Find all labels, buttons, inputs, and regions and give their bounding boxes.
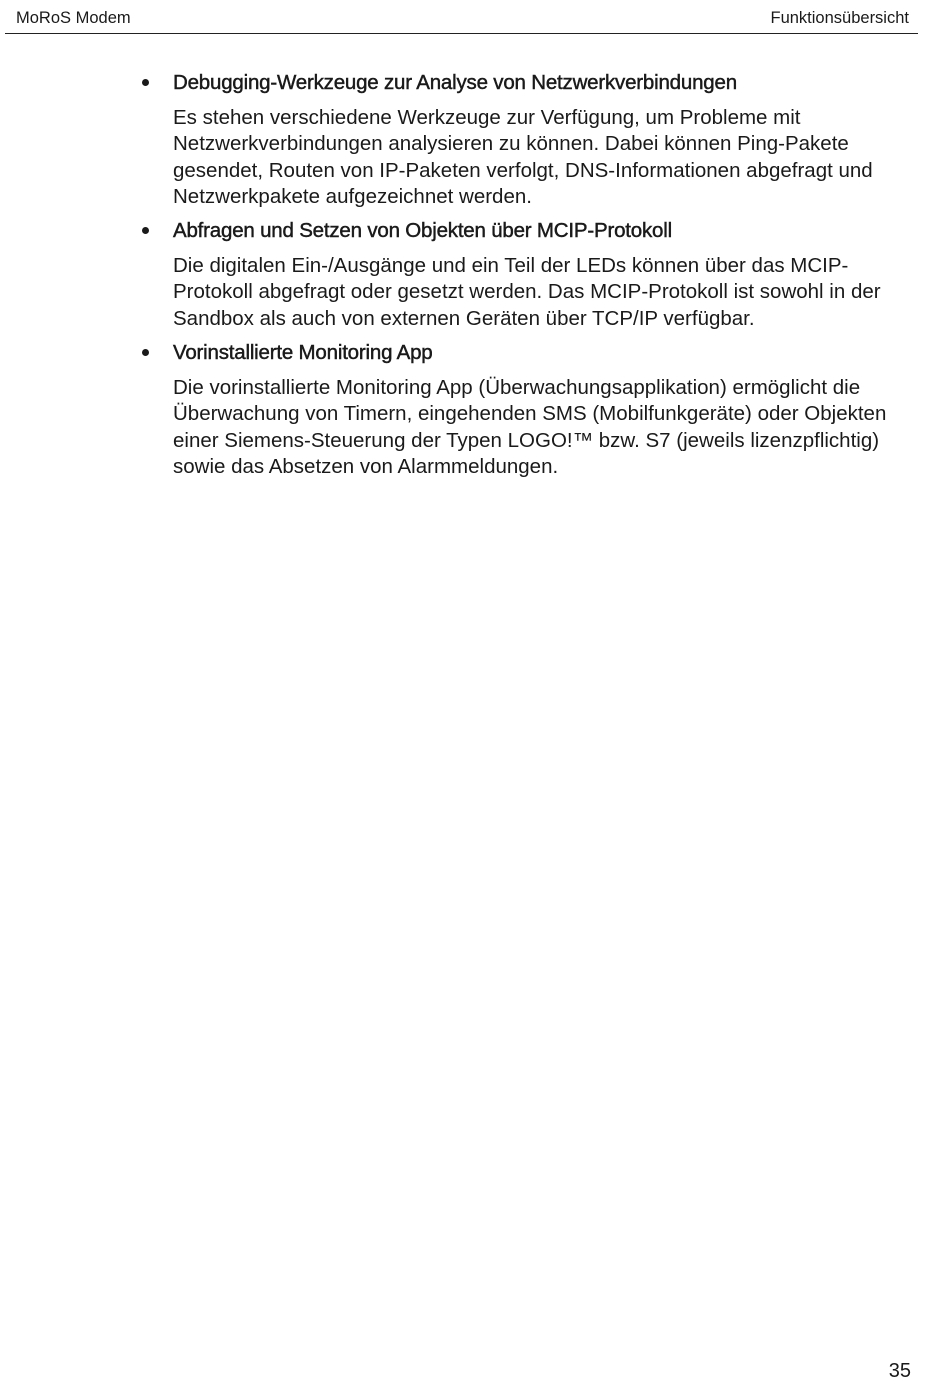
page-number: 35 — [888, 1360, 911, 1382]
header-document-title: MoRoS Modem — [16, 9, 131, 27]
list-item-monitoring-app — [140, 339, 900, 480]
list-item-debugging-tools — [140, 69, 900, 210]
header-chapter-title: Funktionsübersicht — [770, 9, 909, 27]
bullet-icon — [142, 349, 149, 356]
section-heading: Abfragen und Setzen von Objekten über MCIP-Protokoll — [173, 219, 672, 243]
list-item-mcip-protocol — [140, 217, 900, 332]
bullet-icon — [142, 79, 149, 86]
section-heading: Debugging-Werkzeuge zur Analyse von Netzwerkverbindungen — [173, 71, 737, 94]
section-body: Die digitalen Ein-/Ausgänge und ein Teil der LEDs können über das MCIP-Protokoll abgefragt oder gesetzt werden. Das MCIP-Protokoll ist sowohl in der Sandbox als auch von externen Geräten über TCP/IP verfügbar. — [173, 254, 881, 330]
bullet-icon — [142, 227, 149, 234]
section-heading: Vorinstallierte Monitoring App — [173, 341, 433, 365]
section-body: Die vorinstallierte Monitoring App (Überwachungsapplikation) ermöglicht die Überwachung von Timern, eingehenden SMS (Mobilfunkgeräte) oder Objekten einer Siemens-Steuerung der Typen LOGO!™ bzw. S7 (jeweils lizenzpflichtig) sowie das Absetzen von Alarmmeldungen. — [173, 376, 887, 478]
section-body: Es stehen verschiedene Werkzeuge zur Verfügung, um Probleme mit Netzwerkverbindungen analysieren zu können. Dabei können Ping-Pakete gesendet, Routen von IP-Paketen verfolgt, DNS-Informationen abgefragt und Netzwerkpakete aufgezeichnet werden. — [173, 106, 873, 208]
running-header — [5, 0, 918, 34]
page-content — [140, 69, 900, 487]
